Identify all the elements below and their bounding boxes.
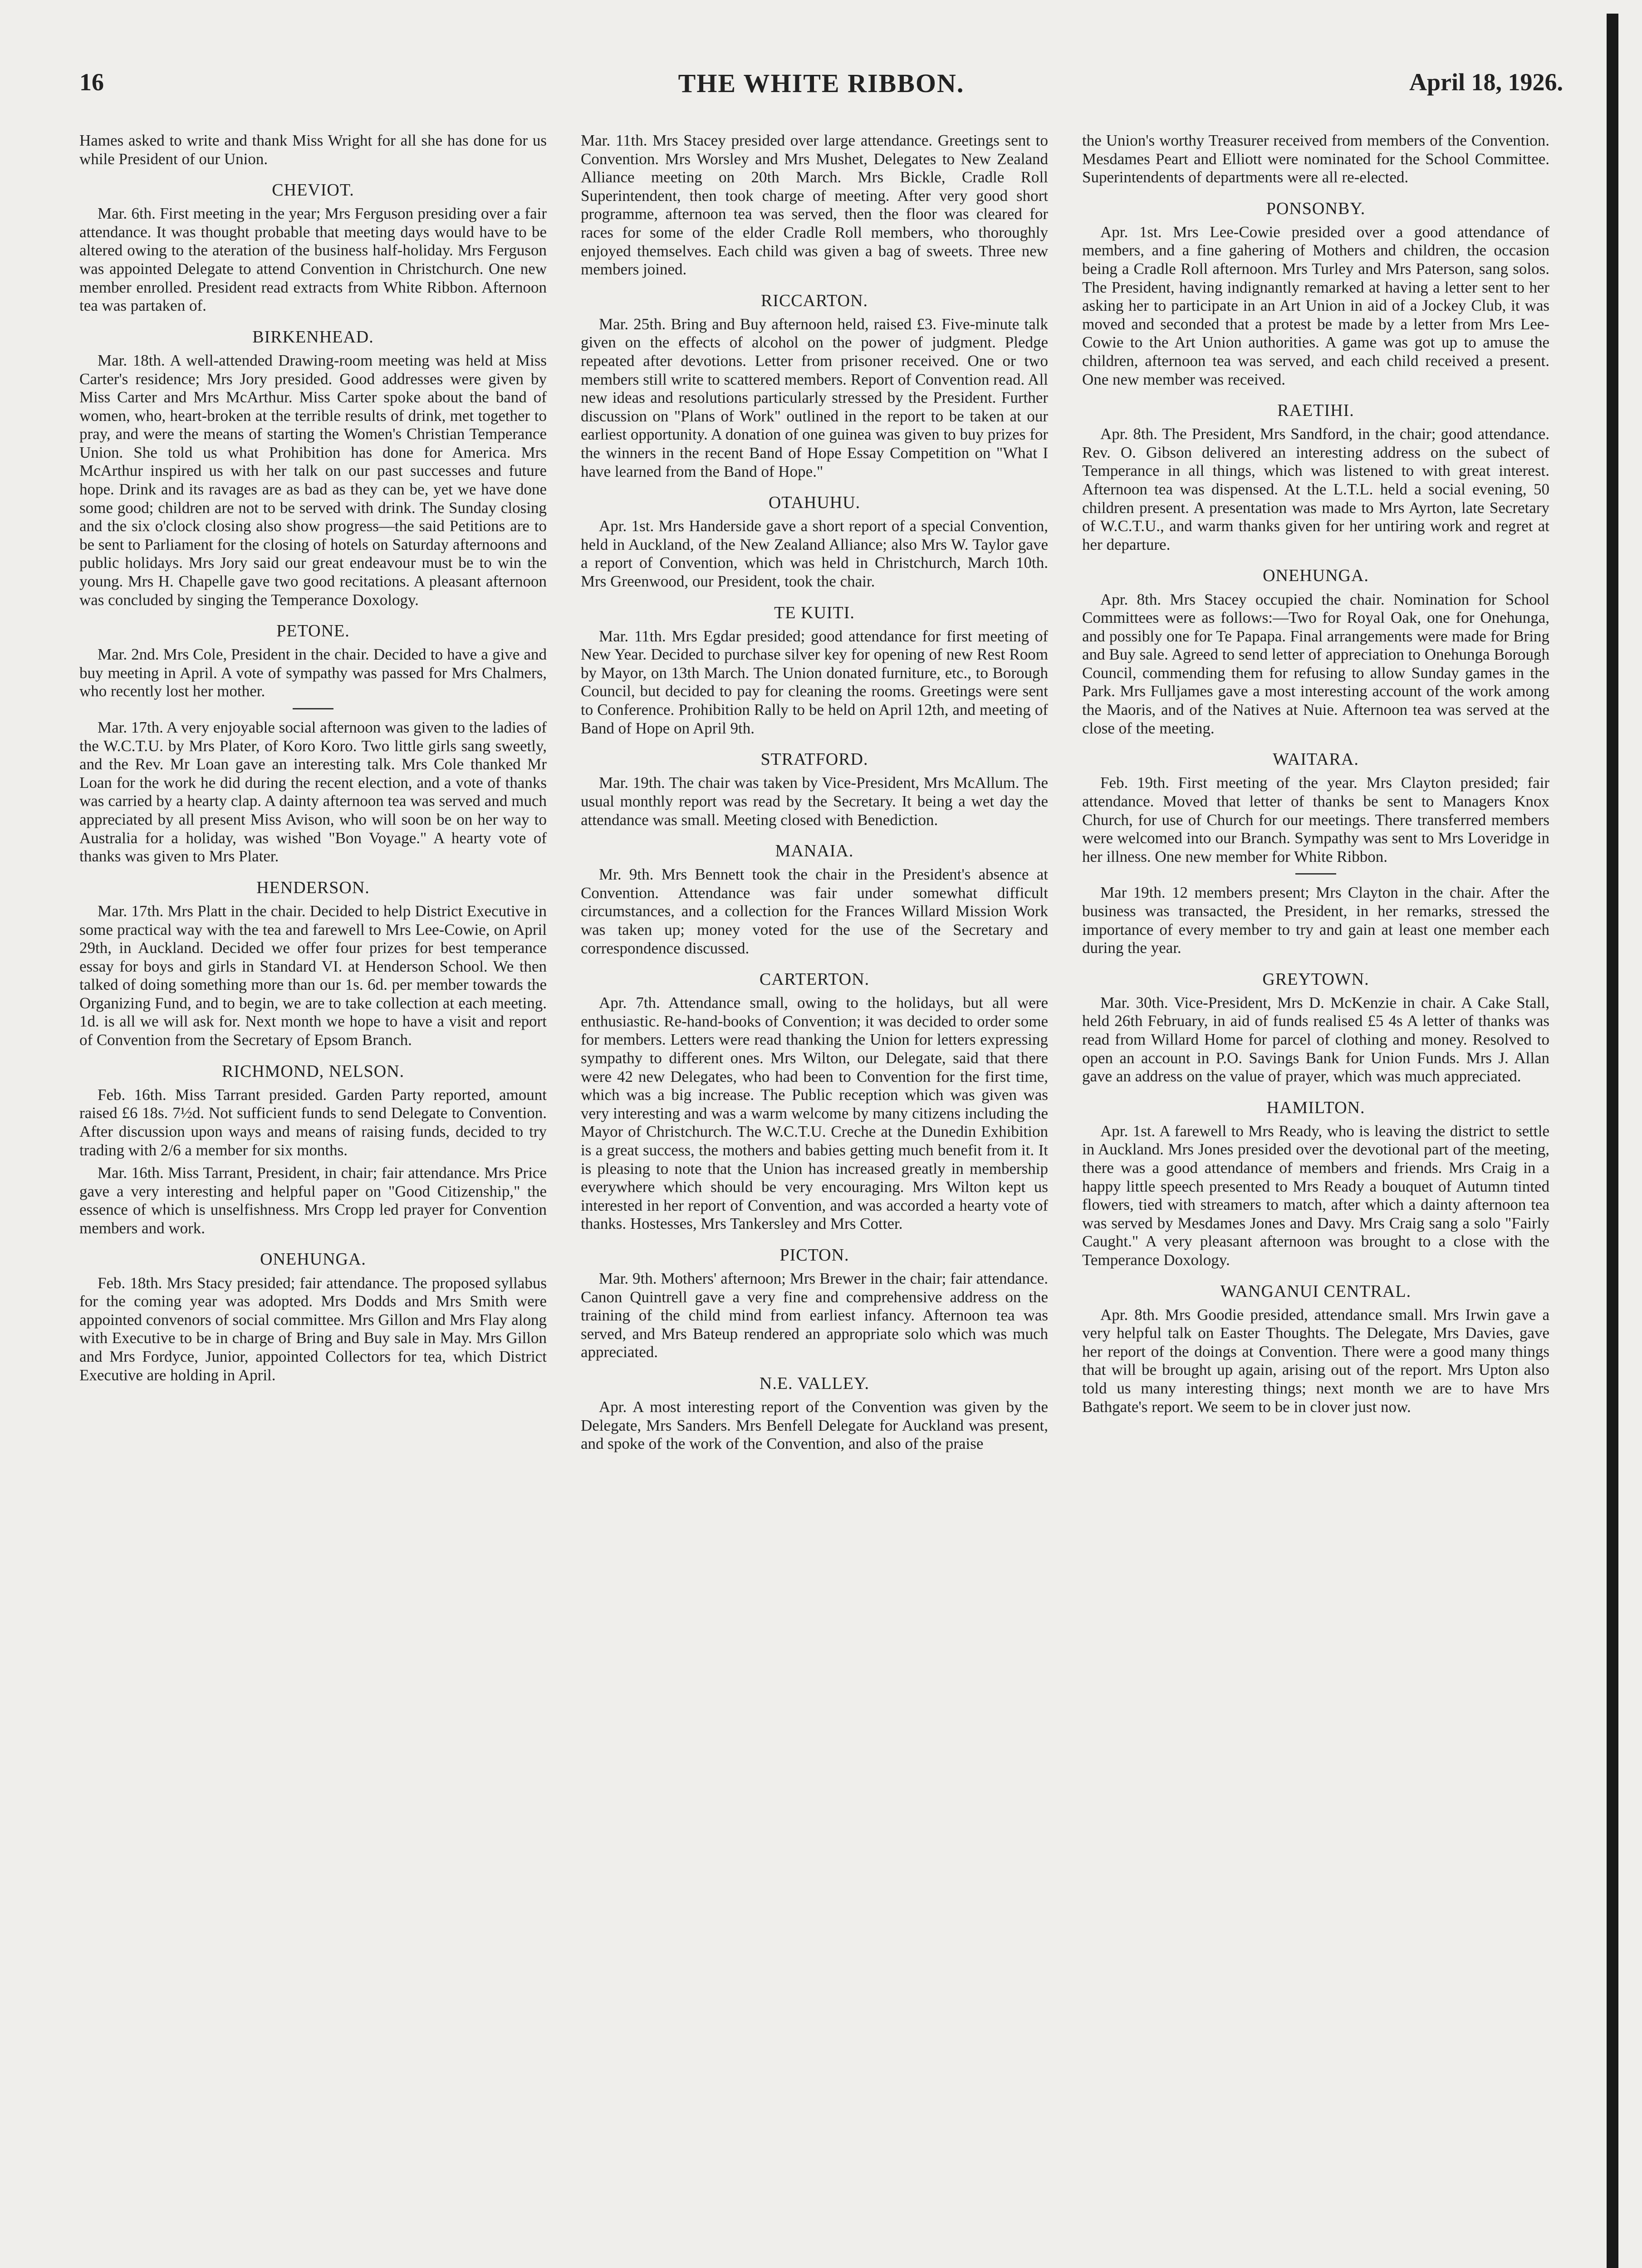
- report-paragraph: Apr. 1st. Mrs Lee-Cowie presided over a good attendance of members, and a fine gahering of Mothers and children, the occasion being a Cradle Roll afternoon. Mrs Turley and Mrs Paterson, sang solos. The President, having indignantly remarked at having a letter sent to her asking her to participate in an Art Union in aid of a Jockey Club, it was moved and seconded that a protest be made by a letter from Mrs Lee-Cowie to the Art Union authorities. A game was got up to amuse the children, afternoon tea was served, and each child received a present. One new member was received.: [1082, 223, 1549, 388]
- branch-report: [581, 841, 1048, 958]
- branch-report: [79, 1249, 547, 1384]
- report-paragraph: Apr. 1st. A farewell to Mrs Ready, who is leaving the district to settle in Auckland. Mrs Jones presided over the devotional part of the meeting, there was a good attendance of members and friends. Mrs Craig in a happy little speech presented to Mrs Ready a bouquet of Autumn tinted flowers, tied with streamers to match, after which a dainty afternoon tea was served by Mesdames Jones and Davy. Mrs Craig sang a solo "Fairly Caught." A very pleasant afternoon was brought to a close with the Temperance Doxology.: [1082, 1122, 1549, 1269]
- report-paragraph: Feb. 18th. Mrs Stacy presided; fair attendance. The proposed syllabus for the coming year was adopted. Mrs Dodds and Mrs Smith were appointed convenors of social committee. Mrs Gillon and Mrs Flay along with Executive to be in charge of Bring and Buy sale in May. Mrs Gillon and Mrs Fordyce, Junior, appointed Collectors for tea, which District Executive are holding in April.: [79, 1274, 547, 1384]
- branch-heading: STRATFORD.: [760, 750, 868, 769]
- branch-report: [1082, 1098, 1549, 1270]
- section-divider: [293, 708, 333, 709]
- branch-heading: CARTERTON.: [759, 970, 870, 989]
- branch-heading: WANGANUI CENTRAL.: [1220, 1281, 1412, 1301]
- report-paragraph: Mar 19th. 12 members present; Mrs Clayton in the chair. After the business was transacted, the President, in her remarks, stressed the importance of every member to try and gain at least one member each during the year.: [1082, 884, 1549, 957]
- branch-report: [1082, 566, 1549, 738]
- report-paragraph: Apr. 8th. Mrs Stacey occupied the chair. Nomination for School Committees were as follows:—Two for Royal Oak, one for Onehunga, and possibly one for Te Papapa. Final arrangements were made for Bring and Buy sale. Agreed to send letter of appreciation to Onehunga Borough Council, commending them for refusing to allow Sunday games in the Park. Mrs Fulljames gave a most interesting account of the work among the Maoris, and of the Natives at Nuie. Afternoon tea was served at the close of the meeting.: [1082, 590, 1549, 737]
- report-paragraph: Apr. A most interesting report of the Convention was given by the Delegate, Mrs Sanders. Mrs Benfell Delegate for Auckland was present, and spoke of the work of the Convention, and also of the praise: [581, 1398, 1048, 1453]
- branch-report: [79, 621, 547, 866]
- branch-heading: MANAIA.: [775, 841, 854, 861]
- branch-heading: OTAHUHU.: [768, 493, 861, 513]
- report-paragraph: Mar. 19th. The chair was taken by Vice-President, Mrs McAllum. The usual monthly report was read by the Secretary. It being a wet day the attendance was small. Meeting closed with Benediction.: [581, 774, 1048, 829]
- report-paragraph: Hames asked to write and thank Miss Wright for all she has done for us while President of our Union.: [79, 132, 547, 168]
- branch-report: [1082, 749, 1549, 957]
- report-paragraph: Mar. 16th. Miss Tarrant, President, in chair; fair attendance. Mrs Price gave a very interesting and helpful paper on "Good Citizenship," the essence of which is unselfishness. Mrs Cropp led prayer for Convention members and work.: [79, 1164, 547, 1237]
- branch-report: [581, 1374, 1048, 1453]
- page-number: 16: [79, 68, 104, 96]
- branch-report: [79, 327, 547, 609]
- issue-date: April 18, 1926.: [1409, 68, 1563, 96]
- section-divider: [1295, 873, 1336, 875]
- column-3: [1082, 132, 1549, 2268]
- branch-heading: CHEVIOT.: [272, 181, 354, 200]
- report-paragraph: Mar. 18th. A well-attended Drawing-room meeting was held at Miss Carter's residence; Mrs Jory presided. Good addresses were given by Miss Carter and Mrs McArthur. Miss Carter spoke about the band of women, who, heart-broken at the terrible results of drink, met together to pray, and were the means of starting the Women's Christian Temperance Union. She told us what Prohibition has done for America. Mrs McArthur inspired us with her talk on our past successes and future hope. Drink and its ravages are as bad as they can be, yet we have done some good; children are not to be served with drink. The Sunday closing and the six o'clock closing also show progress—the said Petitions are to be sent to Parliament for the closing of hotels on Saturday afternoons and public holidays. Mrs Jory said our great endeavour must be to win the young. Mrs H. Chapelle gave two good recitations. A pleasant afternoon was concluded by singing the Temperance Doxology.: [79, 351, 547, 609]
- report-paragraph: Mar. 9th. Mothers' afternoon; Mrs Brewer in the chair; fair attendance. Canon Quintrell gave a very fine and comprehensive address on the training of the child mind from earliest infancy. Afternoon tea was served, and Mrs Bateup rendered an appropriate solo which was much appreciated.: [581, 1270, 1048, 1361]
- branch-heading: PICTON.: [779, 1245, 849, 1265]
- report-paragraph: Mar. 25th. Bring and Buy afternoon held, raised £3. Five-minute talk given on the effects of alcohol on the power of judgment. Pledge repeated after devotions. Letter from prisoner received. One or two members still write to scattered members. Report of Convention read. All new ideas and resolutions particularly stressed by the President. Further discussion on "Plans of Work" outlined in the report to be taken at our earliest opportunity. A donation of one guinea was given to buy prizes for the winners in the recent Band of Hope Essay Competition on "What I have learned from the Band of Hope.": [581, 315, 1048, 480]
- branch-heading: PETONE.: [276, 621, 350, 641]
- page-header: [79, 68, 1563, 109]
- page-edge-bar: [1607, 14, 1618, 2268]
- branch-heading: TE KUITI.: [774, 603, 855, 622]
- branch-report: [581, 132, 1048, 279]
- report-paragraph: Feb. 19th. First meeting of the year. Mrs Clayton presided; fair attendance. Moved that letter of thanks be sent to Managers Knox Church, for use of Church for our meetings. There transferred members were welcomed into our Branch. Sympathy was sent to Mrs Loveridge in her illness. One new member for White Ribbon.: [1082, 774, 1549, 865]
- report-paragraph: Mar. 6th. First meeting in the year; Mrs Ferguson presiding over a fair attendance. It was thought probable that meeting days would have to be altered owing to the ateration of the business half-holiday. Mrs Ferguson was appointed Delegate to attend Convention in Christchurch. One new member enrolled. President read extracts from White Ribbon. Afternoon tea was partaken of.: [79, 205, 547, 315]
- report-paragraph: Mar. 11th. Mrs Stacey presided over large attendance. Greetings sent to Convention. Mrs Worsley and Mrs Mushet, Delegates to New Zealand Alliance meeting on 20th March. Mrs Bickle, Cradle Roll Superintendent, then took charge of meeting. After very good short programme, afternoon tea was served, then the floor was cleared for races for some of the elder Cradle Roll members, who thoroughly enjoyed themselves. Each child was given a bag of sweets. Three new members joined.: [581, 132, 1048, 279]
- branch-heading: ONEHUNGA.: [1263, 566, 1369, 586]
- report-paragraph: Apr. 7th. Attendance small, owing to the holidays, but all were enthusiastic. Re-hand-books of Convention; it was decided to order some for members. Letters were read thanking the Union for letters expressing sympathy to different ones. Mrs Wilton, our Delegate, said that there were 42 new Delegates, who had been to Convention for the first time, which was a big increase. The Public reception which was given was very interesting and was a warm welcome by many citizens including the Mayor of Christchurch. The W.C.T.U. Creche at the Dunedin Exhibition is a great success, the mothers and babies getting much benefit from it. It is pleasing to note that the Union has increased greatly in membership everywhere which should be very encouraging. Mrs Wilton kept us interested in her report of Convention, and was accorded a hearty vote of thanks. Hostesses, Mrs Tankersley and Mrs Cotter.: [581, 994, 1048, 1233]
- report-paragraph: Mar. 17th. A very enjoyable social afternoon was given to the ladies of the W.C.T.U. by Mrs Plater, of Koro Koro. Two little girls sang sweetly, and the Rev. Mr Loan gave an interesting talk. Mrs Cole thanked Mr Loan for the work he did during the recent election, and a vote of thanks was carried by a hearty clap. A dainty afternoon tea was served and much appreciated by all present Miss Avison, who will soon be on her way to Australia for a holiday, was wished "Bon Voyage." A hearty vote of thanks was given to Mrs Plater.: [79, 719, 547, 865]
- branch-report: [1082, 401, 1549, 554]
- report-paragraph: Mar. 11th. Mrs Egdar presided; good attendance for first meeting of New Year. Decided to purchase silver key for opening of new Rest Room by Mayor, on 13th March. The Union donated furniture, etc., to Borough Council, but decided to pay for cleaning the rooms. Greetings were sent to Conference. Prohibition Rally to be held on April 12th, and meeting of Band of Hope on April 9th.: [581, 627, 1048, 737]
- branch-heading: HENDERSON.: [256, 878, 370, 897]
- branch-heading: RICHMOND, NELSON.: [221, 1061, 405, 1081]
- branch-report: [581, 969, 1048, 1233]
- column-1: [79, 132, 547, 2268]
- branch-report: [581, 1245, 1048, 1362]
- report-paragraph: Mar. 30th. Vice-President, Mrs D. McKenzie in chair. A Cake Stall, held 26th February, in aid of funds realised £5 4s A letter of thanks was read from Willard Home for parcel of clothing and money. Resolved to open an account in P.O. Savings Bank for Union Funds. Mrs J. Allan gave an address on the value of prayer, which was much appreciated.: [1082, 993, 1549, 1085]
- column-2: [581, 132, 1048, 2268]
- branch-heading: WAITARA.: [1273, 750, 1359, 769]
- branch-report: [1082, 199, 1549, 389]
- report-paragraph: the Union's worthy Treasurer received from members of the Convention. Mesdames Peart and Elliott were nominated for the School Committee. Superintendents of departments were all re-elected.: [1082, 132, 1549, 186]
- branch-report: [1082, 132, 1549, 187]
- branch-report: [1082, 1281, 1549, 1417]
- branch-heading: GREYTOWN.: [1262, 969, 1369, 989]
- report-paragraph: Apr. 8th. The President, Mrs Sandford, in the chair; good attendance. Rev. O. Gibson delivered an interesting address on the subect of Temperance in all things, which was listened to with great interest. Afternoon tea was dispensed. At the L.T.L. held a social evening, 50 children present. A presentation was made to Mrs Ayrton, late Secretary of W.C.T.U., and warm thanks given for her untiring work and regret at her departure.: [1082, 425, 1549, 553]
- branch-heading: PONSONBY.: [1266, 199, 1366, 218]
- report-paragraph: Apr. 1st. Mrs Handerside gave a short report of a special Convention, held in Auckland, of the New Zealand Alliance; also Mrs W. Taylor gave a report of Convention, which was held in Christchurch, March 10th. Mrs Greenwood, our President, took the chair.: [581, 517, 1048, 591]
- report-paragraph: Mar. 2nd. Mrs Cole, President in the chair. Decided to have a give and buy meeting in April. A vote of sympathy was passed for Mrs Chalmers, who recently lost her mother.: [79, 645, 547, 700]
- branch-heading: RICCARTON.: [760, 291, 868, 310]
- report-paragraph: Feb. 16th. Miss Tarrant presided. Garden Party reported, amount raised £6 18s. 7½d. Not sufficient funds to send Delegate to Convention. After discussion upon ways and means of raising funds, decided to try trading with 2/6 a member for six months.: [79, 1085, 547, 1159]
- report-paragraph: Mar. 17th. Mrs Platt in the chair. Decided to help District Executive in some practical way with the tea and farewell to Mrs Lee-Cowie, on April 29th, in Auckland. Decided we offer four prizes for best temperance essay for boys and girls in Standard VI. at Henderson School. We then talked of doing something more than our 1s. 6d. per member towards the Organizing Fund, and to begin, we are to take collection at each meeting. 1d. is all we will ask for. Next month we hope to have a visit and report of Convention from the Secretary of Epsom Branch.: [79, 902, 547, 1049]
- branch-report: [79, 132, 547, 168]
- branch-heading: BIRKENHEAD.: [252, 327, 374, 347]
- branch-report: [1082, 969, 1549, 1086]
- branch-report: [79, 180, 547, 315]
- report-paragraph: Apr. 8th. Mrs Goodie presided, attendance small. Mrs Irwin gave a very helpful talk on Easter Thoughts. The Delegate, Mrs Davies, gave her report of the doings at Convention. There were a good many things that will be brought up again, arising out of the report. Mrs Upton also told us many interesting things; next month we are to have Mrs Bathgate's report. We seem to be in clover just now.: [1082, 1305, 1549, 1416]
- branch-heading: ONEHUNGA.: [260, 1250, 366, 1269]
- branch-heading: RAETIHI.: [1277, 401, 1354, 420]
- branch-report: [581, 493, 1048, 591]
- branch-report: [581, 603, 1048, 738]
- branch-report: [581, 291, 1048, 481]
- article-columns: [79, 132, 1554, 2268]
- branch-report: [79, 878, 547, 1050]
- branch-report: [581, 749, 1048, 829]
- report-paragraph: Mr. 9th. Mrs Bennett took the chair in the President's absence at Convention. Attendance was fair under somewhat difficult circumstances, and a collection for the Frances Willard Mission Work was taken up; money voted for the use of the Secretary and correspondence discussed.: [581, 865, 1048, 957]
- branch-heading: N.E. VALLEY.: [759, 1374, 870, 1393]
- branch-report: [79, 1061, 547, 1238]
- publication-title: THE WHITE RIBBON.: [678, 68, 965, 98]
- branch-heading: HAMILTON.: [1266, 1098, 1365, 1117]
